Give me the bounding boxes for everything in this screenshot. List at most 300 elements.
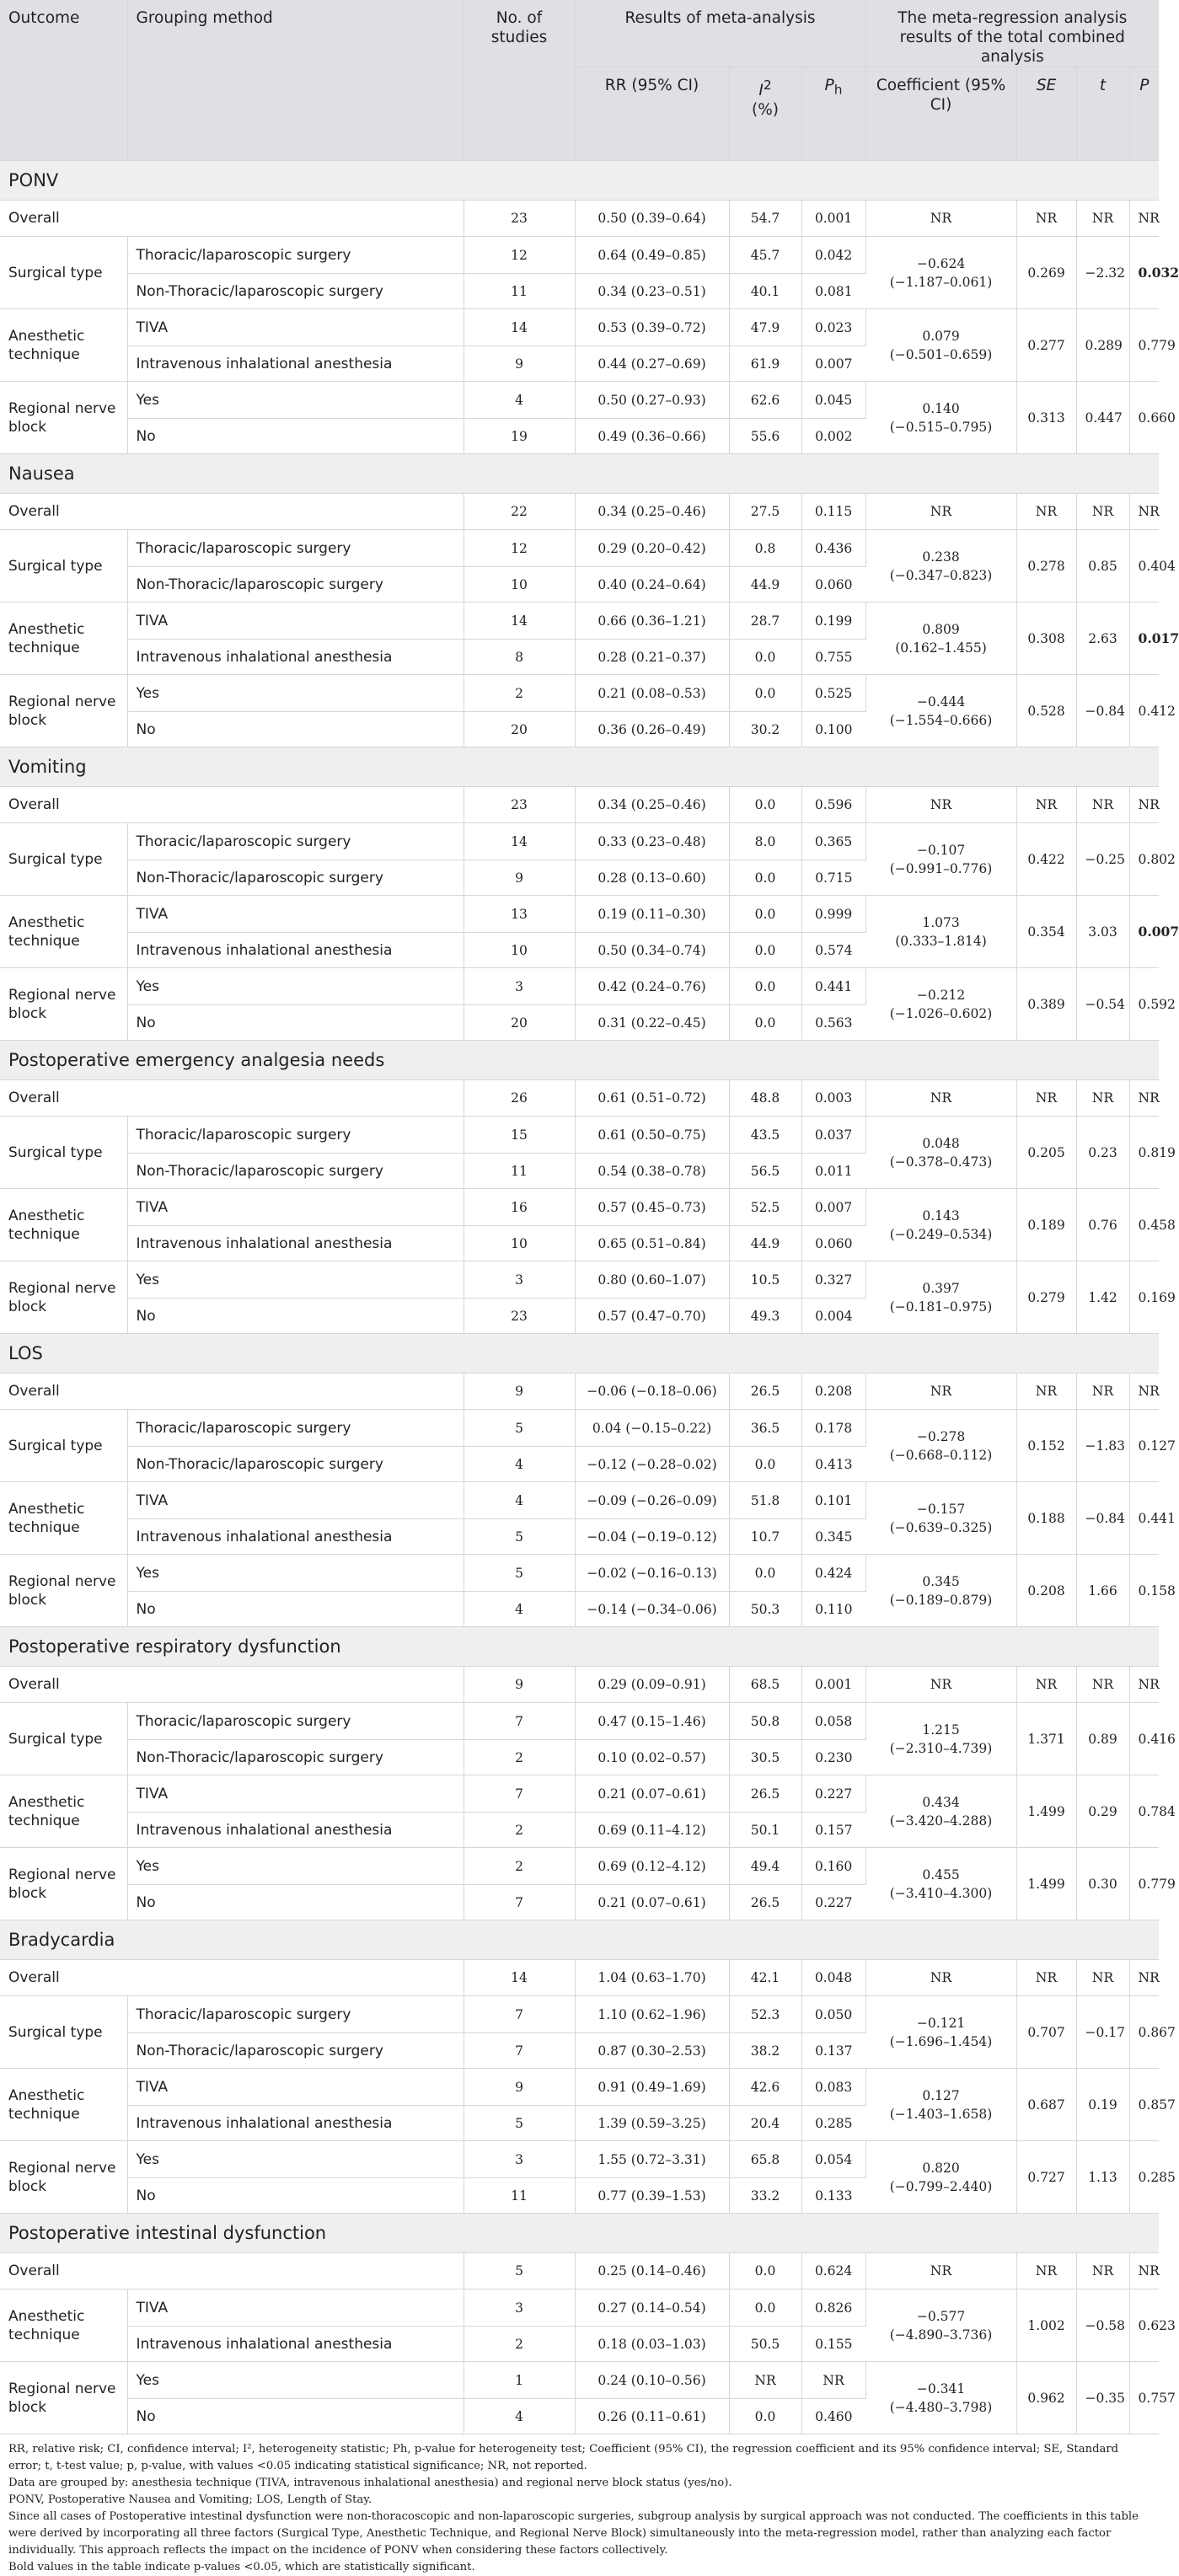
i2-value: 0.0 bbox=[729, 640, 801, 675]
rr-ci: 0.29 (0.20–0.42) bbox=[575, 530, 729, 567]
ph-value: 0.115 bbox=[801, 494, 865, 530]
n-studies: 11 bbox=[464, 274, 575, 309]
coefficient: NR bbox=[865, 1080, 1016, 1117]
grouping-method: TIVA bbox=[127, 2289, 464, 2327]
p-value: 0.169 bbox=[1129, 1261, 1159, 1334]
n-studies: 8 bbox=[464, 640, 575, 675]
se-value: 0.277 bbox=[1016, 309, 1076, 382]
n-studies: 7 bbox=[464, 1703, 575, 1740]
n-studies: 22 bbox=[464, 494, 575, 530]
t-value: NR bbox=[1076, 201, 1129, 237]
overall-row bbox=[0, 1080, 1159, 1117]
coefficient-interval: (−0.181–0.975) bbox=[889, 1299, 993, 1315]
overall-row bbox=[0, 2253, 1159, 2289]
overall-row bbox=[0, 787, 1159, 823]
t-value: −0.17 bbox=[1076, 1996, 1129, 2069]
subgroup-row bbox=[0, 309, 1159, 346]
grouping-method: Intravenous inhalational anesthesia bbox=[127, 1813, 464, 1848]
coefficient-ci bbox=[865, 1410, 1016, 1482]
p-value: 0.416 bbox=[1129, 1703, 1159, 1775]
subgroup-row bbox=[0, 675, 1159, 712]
coefficient-value: −0.577 bbox=[916, 2308, 966, 2324]
subgroup-row bbox=[0, 602, 1159, 640]
subgroup-row bbox=[0, 1775, 1159, 1813]
se-value: 0.308 bbox=[1016, 602, 1076, 675]
rr-ci: −0.04 (−0.19–0.12) bbox=[575, 1519, 729, 1555]
grouping-method: Yes bbox=[127, 2362, 464, 2399]
n-studies: 5 bbox=[464, 2106, 575, 2141]
rr-ci: 0.26 (0.11–0.61) bbox=[575, 2399, 729, 2434]
grouping-factor: Regional nerve block bbox=[0, 382, 127, 454]
rr-ci: 0.18 (0.03–1.03) bbox=[575, 2327, 729, 2362]
grouping-factor: Anesthetic technique bbox=[0, 309, 127, 382]
n-studies: 14 bbox=[464, 823, 575, 860]
header-meta-analysis: Results of meta-analysis bbox=[575, 0, 865, 67]
rr-ci: 0.47 (0.15–1.46) bbox=[575, 1703, 729, 1740]
t-value: −0.58 bbox=[1076, 2289, 1129, 2362]
ph-value: 0.100 bbox=[801, 712, 865, 747]
ph-value: 0.060 bbox=[801, 567, 865, 602]
p-value: 0.158 bbox=[1129, 1555, 1159, 1627]
ph-value: 0.081 bbox=[801, 274, 865, 309]
rr-ci: 0.42 (0.24–0.76) bbox=[575, 968, 729, 1005]
row-label: Overall bbox=[0, 1667, 464, 1703]
coefficient-ci bbox=[865, 237, 1016, 309]
n-studies: 11 bbox=[464, 2178, 575, 2214]
section-header-row bbox=[0, 161, 1159, 201]
ph-value: 0.042 bbox=[801, 237, 865, 274]
n-studies: 20 bbox=[464, 1005, 575, 1041]
rr-ci: 1.10 (0.62–1.96) bbox=[575, 1996, 729, 2033]
coefficient-interval: (−1.403–1.658) bbox=[889, 2106, 993, 2122]
n-studies: 5 bbox=[464, 1410, 575, 1447]
subgroup-row bbox=[0, 1482, 1159, 1519]
header-meta-regression: The meta-regression analysis results of the total combined analysis bbox=[865, 0, 1159, 67]
t-value: 0.30 bbox=[1076, 1848, 1129, 1920]
coefficient-ci bbox=[865, 675, 1016, 747]
se-value: NR bbox=[1016, 201, 1076, 237]
subgroup-row bbox=[0, 1189, 1159, 1226]
p-value: 0.784 bbox=[1129, 1775, 1159, 1848]
t-value: 2.63 bbox=[1076, 602, 1129, 675]
i2-value: 20.4 bbox=[729, 2106, 801, 2141]
coefficient-interval: (−0.991–0.776) bbox=[889, 860, 993, 876]
coefficient-value: −0.212 bbox=[916, 987, 966, 1003]
p-value: 0.412 bbox=[1129, 675, 1159, 747]
section-header-row bbox=[0, 2214, 1159, 2253]
subgroup-row bbox=[0, 237, 1159, 274]
row-label: Overall bbox=[0, 2253, 464, 2289]
coefficient: NR bbox=[865, 1667, 1016, 1703]
i2-value: 10.5 bbox=[729, 1261, 801, 1299]
i2-value: 56.5 bbox=[729, 1154, 801, 1189]
coefficient-ci bbox=[865, 1703, 1016, 1775]
rr-ci: 0.36 (0.26–0.49) bbox=[575, 712, 729, 747]
p-value: 0.779 bbox=[1129, 1848, 1159, 1920]
t-value: NR bbox=[1076, 1080, 1129, 1117]
coefficient-value: −0.107 bbox=[916, 842, 966, 858]
rr-ci: 0.69 (0.12–4.12) bbox=[575, 1848, 729, 1885]
n-studies: 9 bbox=[464, 1667, 575, 1703]
grouping-factor: Surgical type bbox=[0, 1703, 127, 1775]
grouping-method: Thoracic/laparoscopic surgery bbox=[127, 530, 464, 567]
coefficient: NR bbox=[865, 787, 1016, 823]
n-studies: 14 bbox=[464, 1960, 575, 1996]
rr-ci: 0.66 (0.36–1.21) bbox=[575, 602, 729, 640]
grouping-method: No bbox=[127, 2399, 464, 2434]
p-value: 0.660 bbox=[1129, 382, 1159, 454]
ph-value: 0.999 bbox=[801, 896, 865, 933]
t-value: −2.32 bbox=[1076, 237, 1129, 309]
coefficient-value: 0.238 bbox=[922, 549, 960, 565]
i2-value: 55.6 bbox=[729, 419, 801, 454]
coefficient-value: 1.215 bbox=[922, 1722, 960, 1738]
coefficient-interval: (−2.310–4.739) bbox=[889, 1740, 993, 1756]
section-header-row bbox=[0, 1334, 1159, 1374]
rr-ci: 0.53 (0.39–0.72) bbox=[575, 309, 729, 346]
ph-value: NR bbox=[801, 2362, 865, 2399]
p-value: 0.458 bbox=[1129, 1189, 1159, 1261]
ph-value: 0.160 bbox=[801, 1848, 865, 1885]
grouping-factor: Surgical type bbox=[0, 1410, 127, 1482]
i2-value: 0.0 bbox=[729, 2289, 801, 2327]
coefficient-value: 0.455 bbox=[922, 1866, 960, 1882]
n-studies: 10 bbox=[464, 933, 575, 968]
i2-value: 62.6 bbox=[729, 382, 801, 419]
p-value: NR bbox=[1129, 494, 1159, 530]
t-value: NR bbox=[1076, 787, 1129, 823]
i2-value: 54.7 bbox=[729, 201, 801, 237]
i2-value: 0.0 bbox=[729, 2253, 801, 2289]
section-header-row bbox=[0, 747, 1159, 787]
i2-value: 48.8 bbox=[729, 1080, 801, 1117]
subgroup-row bbox=[0, 1848, 1159, 1885]
coefficient-value: 1.073 bbox=[922, 914, 960, 930]
i2-value: 44.9 bbox=[729, 567, 801, 602]
i2-value: 0.0 bbox=[729, 2399, 801, 2434]
i2-value: 43.5 bbox=[729, 1117, 801, 1154]
grouping-factor: Anesthetic technique bbox=[0, 1189, 127, 1261]
p-value: 0.623 bbox=[1129, 2289, 1159, 2362]
i2-value: 26.5 bbox=[729, 1775, 801, 1813]
coefficient-interval: (−0.639–0.325) bbox=[889, 1519, 993, 1535]
ph-value: 0.007 bbox=[801, 1189, 865, 1226]
coefficient-value: −0.121 bbox=[916, 2015, 966, 2031]
grouping-factor: Regional nerve block bbox=[0, 1555, 127, 1627]
n-studies: 4 bbox=[464, 2399, 575, 2434]
subgroup-row bbox=[0, 1117, 1159, 1154]
ph-value: 0.208 bbox=[801, 1374, 865, 1410]
i2-value: 50.8 bbox=[729, 1703, 801, 1740]
se-value: 0.422 bbox=[1016, 823, 1076, 896]
ph-value: 0.050 bbox=[801, 1996, 865, 2033]
grouping-method: Intravenous inhalational anesthesia bbox=[127, 2106, 464, 2141]
grouping-method: Thoracic/laparoscopic surgery bbox=[127, 823, 464, 860]
i2-value: 65.8 bbox=[729, 2141, 801, 2178]
row-label: Overall bbox=[0, 1374, 464, 1410]
rr-ci: 0.44 (0.27–0.69) bbox=[575, 346, 729, 382]
subgroup-row bbox=[0, 2362, 1159, 2399]
rr-ci: 0.57 (0.47–0.70) bbox=[575, 1299, 729, 1334]
rr-ci: 0.28 (0.21–0.37) bbox=[575, 640, 729, 675]
section-header-row bbox=[0, 1041, 1159, 1080]
se-value: 0.205 bbox=[1016, 1117, 1076, 1189]
overall-row bbox=[0, 1960, 1159, 1996]
header-rr: RR (95% CI) bbox=[575, 67, 729, 161]
coefficient-ci bbox=[865, 309, 1016, 382]
se-value: NR bbox=[1016, 1374, 1076, 1410]
n-studies: 7 bbox=[464, 1996, 575, 2033]
rr-ci: 0.34 (0.25–0.46) bbox=[575, 787, 729, 823]
p-value: 0.285 bbox=[1129, 2141, 1159, 2214]
rr-ci: 0.21 (0.07–0.61) bbox=[575, 1885, 729, 1920]
coefficient-interval: (−4.890–3.736) bbox=[889, 2327, 993, 2343]
coefficient: NR bbox=[865, 2253, 1016, 2289]
i2-value: 61.9 bbox=[729, 346, 801, 382]
ph-value: 0.596 bbox=[801, 787, 865, 823]
n-studies: 3 bbox=[464, 2141, 575, 2178]
rr-ci: 0.91 (0.49–1.69) bbox=[575, 2069, 729, 2106]
n-studies: 7 bbox=[464, 2033, 575, 2069]
ph-value: 0.003 bbox=[801, 1080, 865, 1117]
n-studies: 10 bbox=[464, 567, 575, 602]
coefficient: NR bbox=[865, 201, 1016, 237]
ph-value: 0.083 bbox=[801, 2069, 865, 2106]
coefficient-value: −0.157 bbox=[916, 1501, 966, 1517]
rr-ci: −0.09 (−0.26–0.09) bbox=[575, 1482, 729, 1519]
footnote-bold: Bold values in the table indicate p-values <0.05, which are statistically significant. bbox=[8, 2561, 475, 2573]
grouping-method: Intravenous inhalational anesthesia bbox=[127, 346, 464, 382]
coefficient-ci bbox=[865, 1848, 1016, 1920]
coefficient: NR bbox=[865, 1374, 1016, 1410]
n-studies: 26 bbox=[464, 1080, 575, 1117]
p-value: 0.802 bbox=[1129, 823, 1159, 896]
n-studies: 9 bbox=[464, 346, 575, 382]
coefficient-interval: (−0.347–0.823) bbox=[889, 567, 993, 583]
ph-value: 0.227 bbox=[801, 1885, 865, 1920]
grouping-factor: Regional nerve block bbox=[0, 1848, 127, 1920]
grouping-method: TIVA bbox=[127, 2069, 464, 2106]
coefficient-interval: (−0.501–0.659) bbox=[889, 346, 993, 362]
grouping-method: Non-Thoracic/laparoscopic surgery bbox=[127, 2033, 464, 2069]
n-studies: 2 bbox=[464, 1813, 575, 1848]
coefficient-ci bbox=[865, 1775, 1016, 1848]
grouping-method: No bbox=[127, 712, 464, 747]
t-value: 0.76 bbox=[1076, 1189, 1129, 1261]
rr-ci: −0.12 (−0.28–0.02) bbox=[575, 1447, 729, 1482]
n-studies: 2 bbox=[464, 1848, 575, 1885]
grouping-method: Yes bbox=[127, 1555, 464, 1592]
coefficient-ci bbox=[865, 1482, 1016, 1555]
section-title: PONV bbox=[0, 161, 1159, 201]
i2-value: 44.9 bbox=[729, 1226, 801, 1261]
i2-value: 47.9 bbox=[729, 309, 801, 346]
i2-value: 27.5 bbox=[729, 494, 801, 530]
t-value: 1.42 bbox=[1076, 1261, 1129, 1334]
n-studies: 2 bbox=[464, 1740, 575, 1775]
section-title: LOS bbox=[0, 1334, 1159, 1374]
grouping-factor: Surgical type bbox=[0, 1996, 127, 2069]
grouping-factor: Regional nerve block bbox=[0, 2141, 127, 2214]
i2-value: 50.3 bbox=[729, 1592, 801, 1627]
se-value: 0.269 bbox=[1016, 237, 1076, 309]
coefficient-ci bbox=[865, 1555, 1016, 1627]
header-p: P bbox=[1129, 67, 1159, 161]
grouping-method: Thoracic/laparoscopic surgery bbox=[127, 1703, 464, 1740]
n-studies: 2 bbox=[464, 2327, 575, 2362]
p-value: 0.592 bbox=[1129, 968, 1159, 1041]
overall-row bbox=[0, 1667, 1159, 1703]
grouping-factor: Anesthetic technique bbox=[0, 1775, 127, 1848]
coefficient-interval: (−1.554–0.666) bbox=[889, 712, 993, 728]
i2-value: 40.1 bbox=[729, 274, 801, 309]
se-value: 1.371 bbox=[1016, 1703, 1076, 1775]
se-value: NR bbox=[1016, 1667, 1076, 1703]
section-title: Bradycardia bbox=[0, 1920, 1159, 1960]
coefficient-interval: (0.333–1.814) bbox=[895, 933, 987, 949]
coefficient-interval: (−4.480–3.798) bbox=[889, 2399, 993, 2415]
rr-ci: 1.39 (0.59–3.25) bbox=[575, 2106, 729, 2141]
rr-ci: 0.64 (0.49–0.85) bbox=[575, 237, 729, 274]
i2-value: 42.1 bbox=[729, 1960, 801, 1996]
i2-value: 33.2 bbox=[729, 2178, 801, 2214]
i2-value: 51.8 bbox=[729, 1482, 801, 1519]
p-value: 0.779 bbox=[1129, 309, 1159, 382]
p-value: 0.404 bbox=[1129, 530, 1159, 602]
se-value: 1.499 bbox=[1016, 1775, 1076, 1848]
t-value: NR bbox=[1076, 1960, 1129, 1996]
se-value: NR bbox=[1016, 787, 1076, 823]
n-studies: 3 bbox=[464, 968, 575, 1005]
t-value: −0.35 bbox=[1076, 2362, 1129, 2434]
rr-ci: 0.33 (0.23–0.48) bbox=[575, 823, 729, 860]
i2-value: 68.5 bbox=[729, 1667, 801, 1703]
i2-value: 0.0 bbox=[729, 787, 801, 823]
grouping-method: Yes bbox=[127, 382, 464, 419]
se-value: 0.707 bbox=[1016, 1996, 1076, 2069]
ph-value: 0.157 bbox=[801, 1813, 865, 1848]
subgroup-row bbox=[0, 382, 1159, 419]
ph-value: 0.054 bbox=[801, 2141, 865, 2178]
footnotes bbox=[8, 2441, 1150, 2576]
section-header-row bbox=[0, 1920, 1159, 1960]
t-value: NR bbox=[1076, 494, 1129, 530]
ph-value: 0.365 bbox=[801, 823, 865, 860]
rr-ci: 0.24 (0.10–0.56) bbox=[575, 2362, 729, 2399]
n-studies: 5 bbox=[464, 1519, 575, 1555]
coefficient-value: 0.143 bbox=[922, 1208, 960, 1224]
coefficient-ci bbox=[865, 1189, 1016, 1261]
t-value: 0.23 bbox=[1076, 1117, 1129, 1189]
row-label: Overall bbox=[0, 1960, 464, 1996]
ph-value: 0.060 bbox=[801, 1226, 865, 1261]
p-value: 0.441 bbox=[1129, 1482, 1159, 1555]
t-value: 0.289 bbox=[1076, 309, 1129, 382]
coefficient-ci bbox=[865, 968, 1016, 1041]
n-studies: 16 bbox=[464, 1189, 575, 1226]
t-value: 0.29 bbox=[1076, 1775, 1129, 1848]
coefficient-interval: (−0.668–0.112) bbox=[889, 1447, 993, 1463]
p-value: 0.857 bbox=[1129, 2069, 1159, 2141]
grouping-method: Intravenous inhalational anesthesia bbox=[127, 640, 464, 675]
n-studies: 5 bbox=[464, 1555, 575, 1592]
se-value: NR bbox=[1016, 1960, 1076, 1996]
rr-ci: 0.27 (0.14–0.54) bbox=[575, 2289, 729, 2327]
n-studies: 4 bbox=[464, 382, 575, 419]
n-studies: 19 bbox=[464, 419, 575, 454]
t-value: −1.83 bbox=[1076, 1410, 1129, 1482]
se-value: NR bbox=[1016, 1080, 1076, 1117]
coefficient-value: 0.127 bbox=[922, 2087, 960, 2103]
grouping-factor: Anesthetic technique bbox=[0, 1482, 127, 1555]
se-value: 0.962 bbox=[1016, 2362, 1076, 2434]
subgroup-row bbox=[0, 968, 1159, 1005]
grouping-method: No bbox=[127, 1005, 464, 1041]
grouping-factor: Surgical type bbox=[0, 1117, 127, 1189]
p-value: 0.757 bbox=[1129, 2362, 1159, 2434]
rr-ci: 0.21 (0.08–0.53) bbox=[575, 675, 729, 712]
footnote-grouping: Data are grouped by: anesthesia technique (TIVA, intravenous inhalational anesthesia) and regional nerve block status (yes/no). bbox=[8, 2477, 732, 2489]
ph-value: 0.715 bbox=[801, 860, 865, 896]
rr-ci: 1.04 (0.63–1.70) bbox=[575, 1960, 729, 1996]
coefficient-interval: (−3.410–4.300) bbox=[889, 1885, 993, 1901]
se-value: 0.727 bbox=[1016, 2141, 1076, 2214]
p-value: NR bbox=[1129, 1960, 1159, 1996]
coefficient-interval: (−0.378–0.473) bbox=[889, 1154, 993, 1170]
p-value: 0.017 bbox=[1129, 602, 1159, 675]
header-t: t bbox=[1076, 67, 1129, 161]
p-value: NR bbox=[1129, 2253, 1159, 2289]
n-studies: 3 bbox=[464, 1261, 575, 1299]
header-coefficient: Coefficient (95% CI) bbox=[865, 67, 1016, 161]
ph-value: 0.826 bbox=[801, 2289, 865, 2327]
rr-ci: 0.31 (0.22–0.45) bbox=[575, 1005, 729, 1041]
t-value: −0.25 bbox=[1076, 823, 1129, 896]
n-studies: 7 bbox=[464, 1885, 575, 1920]
header-grouping-method: Grouping method bbox=[127, 0, 464, 161]
ph-value: 0.155 bbox=[801, 2327, 865, 2362]
subgroup-row bbox=[0, 1410, 1159, 1447]
t-value: NR bbox=[1076, 1667, 1129, 1703]
rr-ci: 0.04 (−0.15–0.22) bbox=[575, 1410, 729, 1447]
header-no-of-studies: No. of studies bbox=[464, 0, 575, 161]
grouping-method: TIVA bbox=[127, 1482, 464, 1519]
i2-value: 30.5 bbox=[729, 1740, 801, 1775]
grouping-method: Non-Thoracic/laparoscopic surgery bbox=[127, 1154, 464, 1189]
grouping-method: Thoracic/laparoscopic surgery bbox=[127, 237, 464, 274]
coefficient-interval: (−0.515–0.795) bbox=[889, 419, 993, 435]
row-label: Overall bbox=[0, 494, 464, 530]
coefficient-ci bbox=[865, 2362, 1016, 2434]
t-value: −0.84 bbox=[1076, 675, 1129, 747]
subgroup-row bbox=[0, 823, 1159, 860]
coefficient-ci bbox=[865, 2069, 1016, 2141]
grouping-factor: Surgical type bbox=[0, 530, 127, 602]
n-studies: 11 bbox=[464, 1154, 575, 1189]
n-studies: 15 bbox=[464, 1117, 575, 1154]
grouping-method: TIVA bbox=[127, 602, 464, 640]
ph-value: 0.199 bbox=[801, 602, 865, 640]
rr-ci: 0.50 (0.27–0.93) bbox=[575, 382, 729, 419]
coefficient-value: 0.048 bbox=[922, 1135, 960, 1151]
rr-ci: 0.80 (0.60–1.07) bbox=[575, 1261, 729, 1299]
rr-ci: 0.34 (0.25–0.46) bbox=[575, 494, 729, 530]
grouping-factor: Anesthetic technique bbox=[0, 896, 127, 968]
rr-ci: 0.40 (0.24–0.64) bbox=[575, 567, 729, 602]
t-value: 0.85 bbox=[1076, 530, 1129, 602]
ph-value: 0.110 bbox=[801, 1592, 865, 1627]
grouping-factor: Regional nerve block bbox=[0, 2362, 127, 2434]
